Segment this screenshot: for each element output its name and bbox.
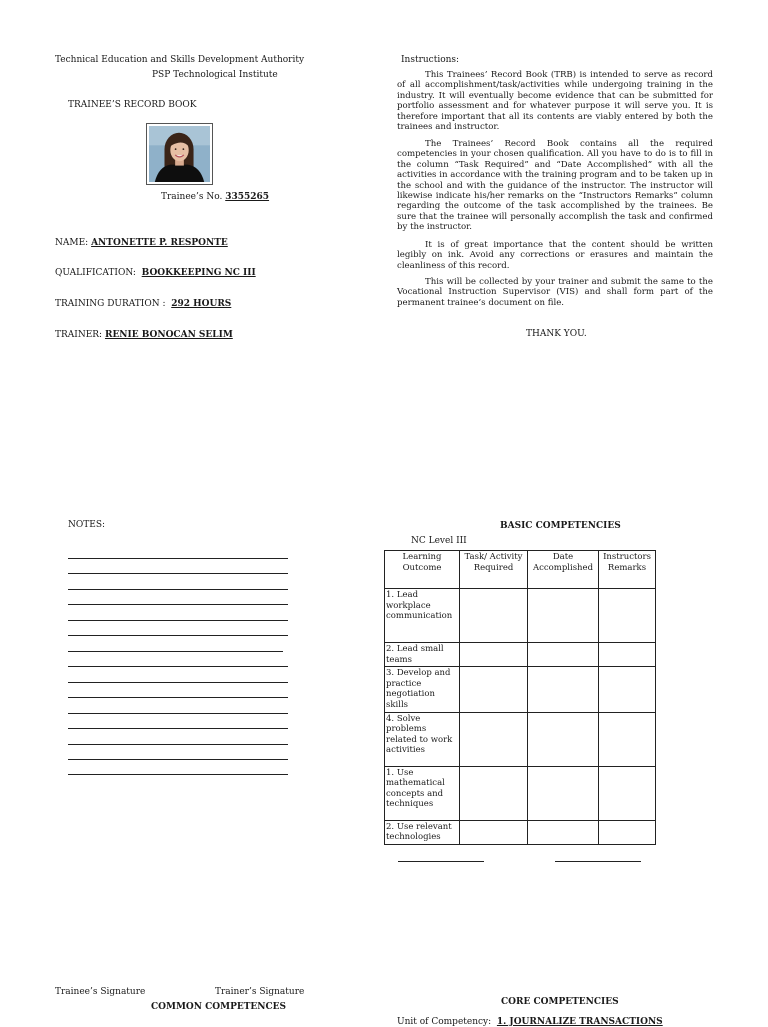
- outcome-text: Use mathematical concepts and techniques: [386, 767, 445, 810]
- core-competencies-heading: CORE COMPETENCIES: [501, 997, 619, 1007]
- authority-name: Technical Education and Skills Development Authority: [55, 55, 305, 65]
- trainee-signature-label: Trainee’s Signature: [55, 987, 146, 997]
- unit-label: Unit of Competency:: [397, 1017, 492, 1027]
- note-line: [68, 558, 288, 559]
- task-cell[interactable]: [460, 589, 528, 643]
- outcome-number: 2.: [386, 644, 395, 654]
- common-competences-heading: COMMON COMPETENCES: [151, 1002, 287, 1012]
- note-line: [68, 620, 288, 621]
- notes-label: NOTES:: [68, 520, 106, 530]
- learning-outcome-cell: [385, 589, 460, 643]
- trainer-label: TRAINER:: [55, 330, 103, 340]
- trainer-name: RENIE BONOCAN SELIM: [104, 330, 233, 340]
- duration-label: TRAINING DURATION :: [55, 299, 166, 309]
- outcome-number: 4.: [386, 713, 395, 724]
- unit-value: 1. JOURNALIZE TRANSACTIONS: [496, 1017, 663, 1027]
- learning-outcome-cell: [385, 712, 460, 766]
- nc-level: NC Level III: [411, 536, 467, 546]
- note-line: [68, 774, 288, 775]
- task-cell[interactable]: [460, 712, 528, 766]
- note-line: [68, 697, 288, 698]
- thank-you: THANK YOU.: [526, 329, 587, 339]
- basic-competencies-heading: BASIC COMPETENCIES: [500, 521, 621, 531]
- duration-value: 292 HOURS: [171, 299, 232, 309]
- name-label: NAME:: [55, 238, 89, 248]
- qualification-row: [55, 268, 256, 278]
- learning-outcome-cell: [385, 820, 460, 844]
- column-header: Date Accomplished: [528, 551, 599, 589]
- outcome-text: Solve problems related to work activities: [386, 713, 453, 756]
- book-title: TRAINEE’S RECORD BOOK: [68, 100, 197, 110]
- remarks-cell[interactable]: [599, 589, 656, 643]
- instructions-paragraph-1: This Trainees’ Record Book (TRB) is intended to serve as record of all accomplishment/task/activities while undergoing training in the industry. It will eventually become evidence that can be submitted for portfolio assessment and for whatever purpose it will serve you. It is therefore important that all its contents are viably entered by both the trainees and instructor.: [397, 70, 713, 133]
- table-row: [385, 820, 656, 844]
- competency-table: [384, 550, 656, 845]
- trainer-signature-line: [555, 861, 641, 862]
- table-row: [385, 667, 656, 712]
- date-cell[interactable]: [528, 766, 599, 820]
- date-cell[interactable]: [528, 820, 599, 844]
- task-cell[interactable]: [460, 643, 528, 667]
- note-line: [68, 651, 283, 652]
- column-header: Learning Outcome: [385, 551, 460, 589]
- learning-outcome-cell: [385, 643, 460, 667]
- learning-outcome-cell: [385, 766, 460, 820]
- learning-outcome-cell: [385, 667, 460, 712]
- remarks-cell[interactable]: [599, 766, 656, 820]
- note-line: [68, 666, 288, 667]
- outcome-text: Lead workplace communication: [386, 590, 453, 622]
- duration-row: [55, 299, 231, 309]
- task-cell[interactable]: [460, 820, 528, 844]
- column-header: Instructors Remarks: [599, 551, 656, 589]
- name-row: [55, 238, 228, 248]
- date-cell[interactable]: [528, 589, 599, 643]
- trainer-signature-label: Trainer’s Signature: [215, 987, 305, 997]
- note-line: [68, 744, 288, 745]
- trainee-photo: [146, 123, 213, 185]
- remarks-cell[interactable]: [599, 712, 656, 766]
- note-line: [68, 635, 288, 636]
- outcome-number: 1.: [386, 590, 395, 600]
- outcome-text: Use relevant technologies: [386, 821, 452, 843]
- trainee-number-label: Trainee’s No.: [161, 192, 223, 202]
- note-line: [68, 573, 288, 574]
- trainee-number: 3355265: [225, 192, 270, 202]
- table-row: [385, 766, 656, 820]
- note-line: [68, 604, 288, 605]
- institute-name: PSP Technological Institute: [152, 70, 278, 80]
- qualification-value: BOOKKEEPING NC III: [141, 268, 256, 278]
- note-line: [68, 728, 288, 729]
- instructions-heading: Instructions:: [401, 55, 460, 65]
- instructions-paragraph-4: This will be collected by your trainer and submit the same to the Vocational Instruction Supervisor (VIS) and shall form part of the permanent trainee’s document on file.: [397, 277, 713, 308]
- outcome-number: 2.: [386, 821, 395, 832]
- trainer-row: [55, 330, 233, 340]
- note-line: [68, 713, 288, 714]
- remarks-cell[interactable]: [599, 820, 656, 844]
- outcome-number: 3.: [386, 668, 395, 679]
- date-cell[interactable]: [528, 712, 599, 766]
- task-cell[interactable]: [460, 766, 528, 820]
- table-row: [385, 712, 656, 766]
- note-line: [68, 759, 288, 760]
- column-header: Task/ Activity Required: [460, 551, 528, 589]
- task-cell[interactable]: [460, 667, 528, 712]
- qualification-label: QUALIFICATION:: [55, 268, 136, 278]
- trainee-signature-line: [398, 861, 484, 862]
- remarks-cell[interactable]: [599, 667, 656, 712]
- note-line: [68, 682, 288, 683]
- instructions-paragraph-3: It is of great importance that the content should be written legibly on ink. Avoid any corrections or erasures and maintain the cleanliness of this record.: [397, 240, 713, 271]
- outcome-text: Lead small teams: [386, 644, 444, 665]
- date-cell[interactable]: [528, 667, 599, 712]
- remarks-cell[interactable]: [599, 643, 656, 667]
- instructions-paragraph-2: The Trainees’ Record Book contains all the required competencies in your chosen qualification. All you have to do is to fill in the column “Task Required” and “Date Accomplished” with all the activities in accordance with the training program and to be taken up in the school and with the guidance of the instructor. The instructor will likewise indicate his/her remarks on the “Instructors Remarks” column regarding the outcome of the task accomplished by the trainees. Be sure that the trainee will personally accomplish the task and confirmed by the instructor.: [397, 139, 713, 233]
- table-row: [385, 643, 656, 667]
- trainee-name: ANTONETTE P. RESPONTE: [91, 238, 228, 248]
- trainee-number-row: [161, 192, 269, 202]
- outcome-number: 1.: [386, 767, 395, 778]
- trainee-portrait-image: [149, 126, 210, 182]
- table-row: [385, 589, 656, 643]
- outcome-text: Develop and practice negotiation skills: [386, 668, 451, 710]
- note-line: [68, 589, 288, 590]
- table-header-row: [385, 551, 656, 589]
- date-cell[interactable]: [528, 643, 599, 667]
- unit-of-competency-row: [397, 1017, 663, 1027]
